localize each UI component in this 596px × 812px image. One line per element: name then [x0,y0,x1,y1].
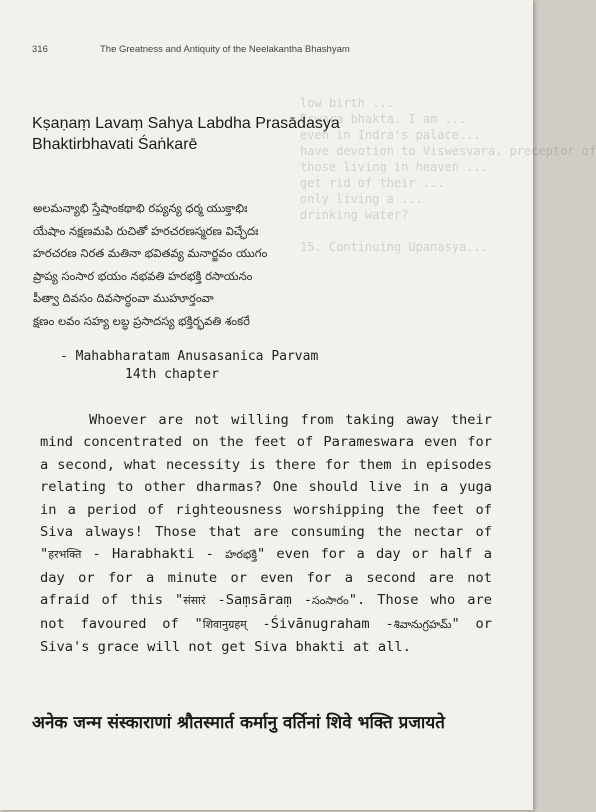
telugu-term: శివానుగ్రహమ్ [393,617,452,631]
verse-line: అలమన్యాభి స్తేషాంకథాభి రప్యన్య ధర్మ యుక్తాభిః [33,201,248,215]
source-line-1: - Mahabharatam Anusasanica Parvam [60,349,319,364]
telugu-term: హరభక్తి [225,548,257,562]
devanagari-verse: अनेक जन्म संस्काराणां श्रौतस्मार्त कर्मानु वर्तिनां शिवे भक्ति प्रजायते [32,713,445,733]
devanagari-term: हरभक्ति [48,548,82,562]
text-run: " or Siva's grace will not get Siva bhakti at all. [40,615,492,656]
bleed-through-text: low birth ... Eswara bhakta. I am ... even in Indra's palace... have devotion to Viswesvara, preceptor of those living in heaven ... get rid of their ... only living a ... drinking water? 15. Continuing Upanasya... [300,96,596,254]
verse-line: హరచరణ నిరత మతినా భవితవ్య మనార్జవం యుగం [33,246,268,261]
text-run: - Harabhakti - [81,546,226,563]
section-heading [32,113,452,155]
telugu-term: సంసారం [312,594,349,608]
text-run: " even for a day or half a day or for a minute or even for a second are not afraid of this " [40,546,492,609]
paragraph [40,409,492,658]
page-number: 316 [32,44,48,55]
verse-line: ప్రాప్య సంసార భయం నభవతి హరభక్తి రసాయనం [33,268,253,283]
verse-line: క్షణం లవం సహ్య లబ్ధ ప్రసాదస్య భక్తిర్భవతి శంకరే [33,313,250,328]
heading-line-2: Bhaktirbhavati Śaṅkarē [32,136,198,153]
running-title: The Greatness and Antiquity of the Neelakantha Bhashyam [100,44,350,55]
telugu-verse [33,197,453,333]
text-run: -Saṃsāraṃ - [205,592,312,609]
verse-source [60,348,318,384]
source-line-2: 14th chapter [125,367,219,382]
devanagari-term: संसारं [183,594,206,608]
text-run: Whoever are not willing from taking away their mind concentrated on the feet of Parameswara even for a second, what necessity is there for them in episodes relating to other dharmas? One should live in a yuga in a period of righteousness worshipping the feet of Siva always! Those that are consuming the nectar of " [40,412,492,563]
text-run: -Śivānugraham - [246,615,394,632]
verse-line: పీత్వా దివసం దివసార్ధంవా ముహూర్తంవా [33,291,214,306]
verse-line: యేషాం నక్షణమపి రుచితో హరచరణస్మరణ విచ్ఛేదః [33,223,259,238]
body-paragraph [40,409,492,658]
text-run: ". Those who are not favoured of " [40,592,493,632]
devanagari-term: शिवानुग्रहम् [202,617,247,631]
heading-line-1: Kṣaṇaṃ Lavaṃ Sahya Labdha Prasādasya [32,115,340,132]
